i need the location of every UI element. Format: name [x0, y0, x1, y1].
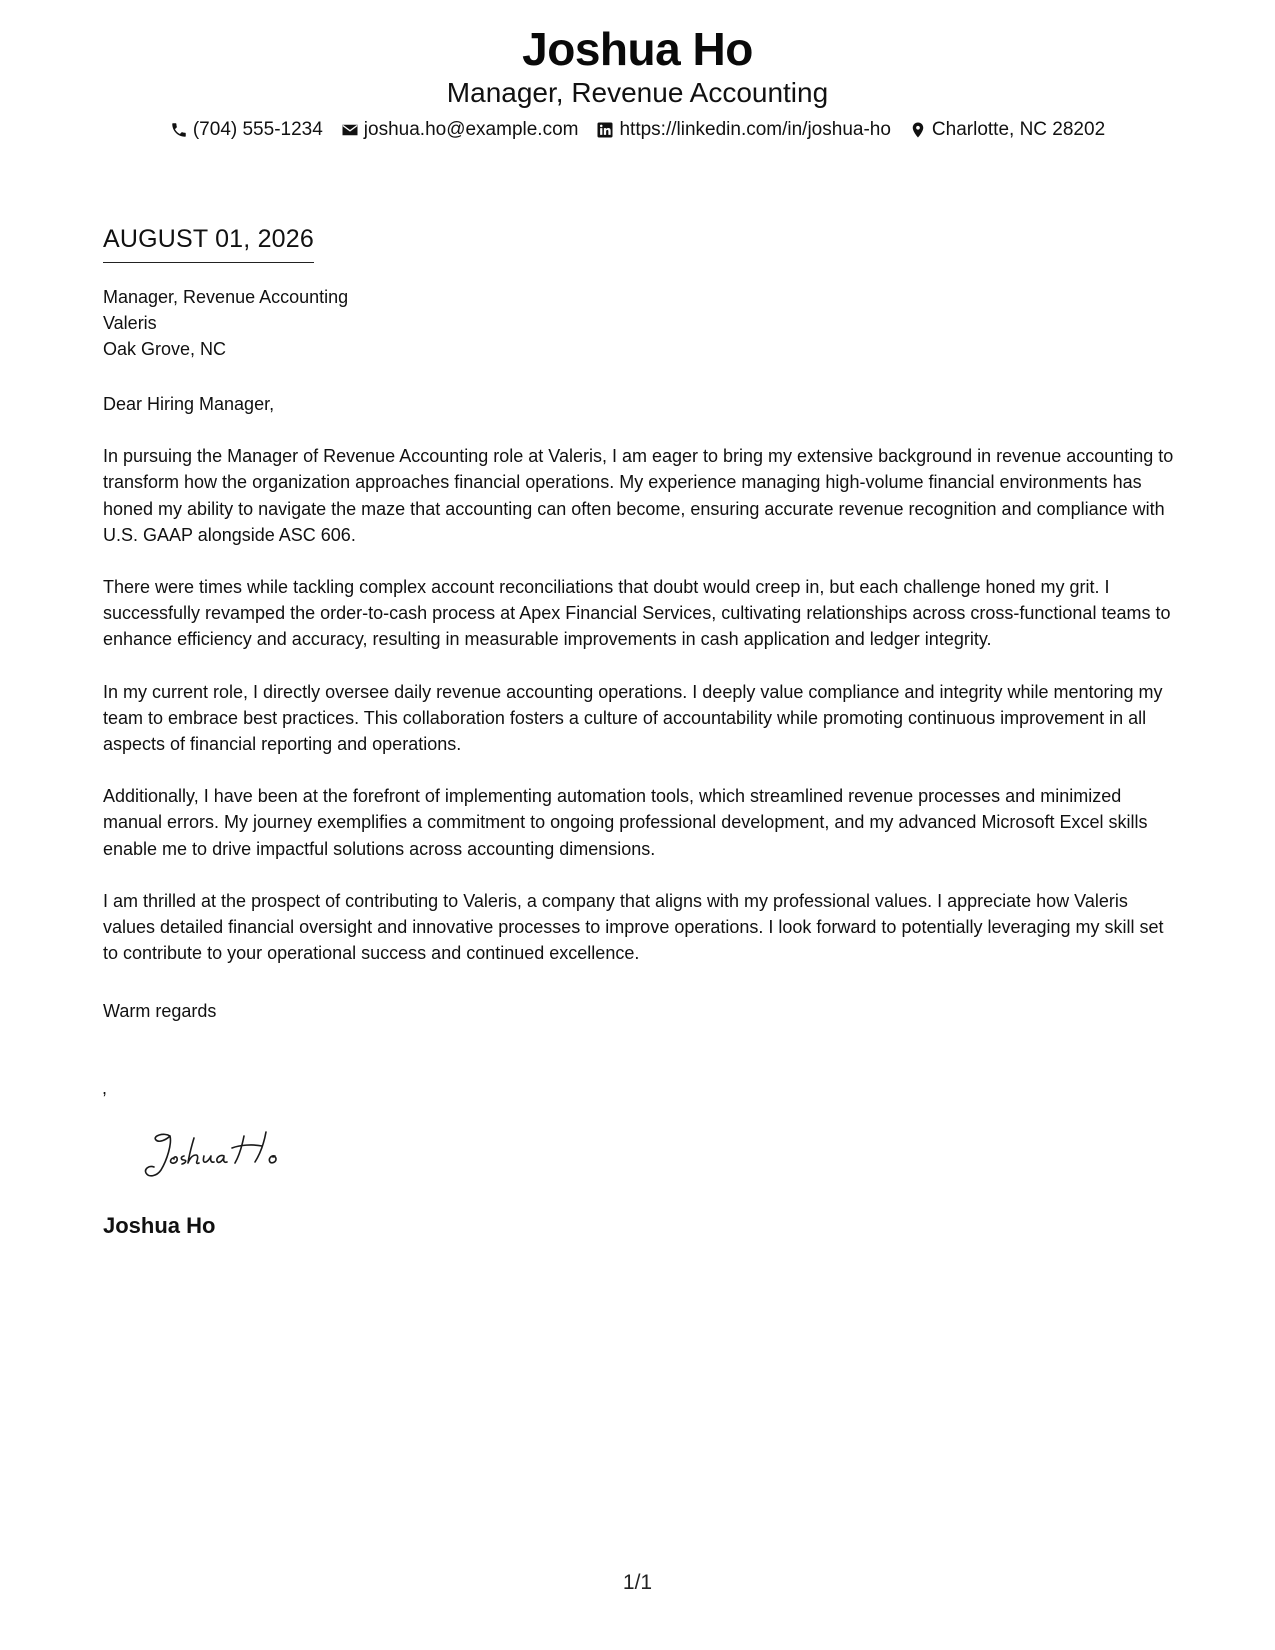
recipient-company: Valeris	[103, 313, 157, 333]
letter-body	[103, 391, 1178, 992]
recipient-block	[103, 284, 348, 362]
closing-comma: ,	[102, 1078, 108, 1098]
signer-name: Joshua Ho	[103, 1213, 216, 1238]
envelope-icon	[341, 121, 359, 139]
phone-icon	[170, 121, 188, 139]
map-marker-icon	[909, 121, 927, 139]
applicant-title: Manager, Revenue Accounting	[446, 77, 829, 108]
applicant-name: Joshua Ho	[522, 23, 753, 75]
phone-text: (704) 555-1234	[192, 119, 323, 140]
email-text: joshua.ho@example.com	[363, 119, 579, 140]
recipient-title: Manager, Revenue Accounting	[103, 287, 349, 307]
paragraph-5: I am thrilled at the prospect of contributing to Valeris, a company that aligns with my professional values. I appreciate how Valeris values detailed financial oversight and innovative processes to improve operations. I look forward to potentially leveraging my skill set to contribute to your operational success and continued excellence.	[103, 890, 1164, 964]
contact-bar	[0, 118, 1275, 142]
letter-date: AUGUST 01, 2026	[103, 224, 314, 263]
letter-header	[0, 22, 1275, 142]
paragraph-1: In pursuing the Manager of Revenue Accounting role at Valeris, I am eager to bring my extensive background in revenue accounting to transform how the organization approaches financial operations. My experience managing high-volume financial environments has honed my ability to navigate the maze that accounting can often become, ensuring accurate revenue recognition and compliance with U.S. GAAP alongside ASC 606.	[103, 446, 1174, 545]
closing: Warm regards	[103, 1001, 217, 1021]
handwritten-signature	[140, 1122, 320, 1182]
recipient-location: Oak Grove, NC	[103, 339, 227, 359]
contact-email[interactable]	[341, 118, 579, 142]
contact-phone	[170, 118, 323, 142]
linkedin-text: https://linkedin.com/in/joshua-ho	[619, 119, 891, 140]
contact-linkedin[interactable]	[596, 118, 890, 142]
contact-location	[909, 118, 1105, 142]
paragraph-4: Additionally, I have been at the forefront of implementing automation tools, which streamlined revenue processes and minimized manual errors. My journey exemplifies a commitment to ongoing professional development, and my advanced Microsoft Excel skills enable me to drive impactful solutions across accounting dimensions.	[103, 786, 1148, 859]
linkedin-icon	[596, 121, 614, 139]
location-text: Charlotte, NC 28202	[931, 119, 1106, 140]
salutation: Dear Hiring Manager,	[103, 394, 275, 414]
paragraph-3: In my current role, I directly oversee daily revenue accounting operations. I deeply value compliance and integrity while mentoring my team to embrace best practices. This collaboration fosters a culture of accountability while promoting continuous improvement in all aspects of financial reporting and operations.	[103, 681, 1163, 755]
paragraph-2: There were times while tackling complex account reconciliations that doubt would creep in, but each challenge honed my grit. I successfully revamped the order-to-cash process at Apex Financial Services, cultivating relationships across cross-functional teams to enhance efficiency and accuracy, resulting in measurable improvements in cash application and ledger integrity.	[103, 577, 1171, 650]
page-number: 1/1	[622, 1571, 653, 1594]
